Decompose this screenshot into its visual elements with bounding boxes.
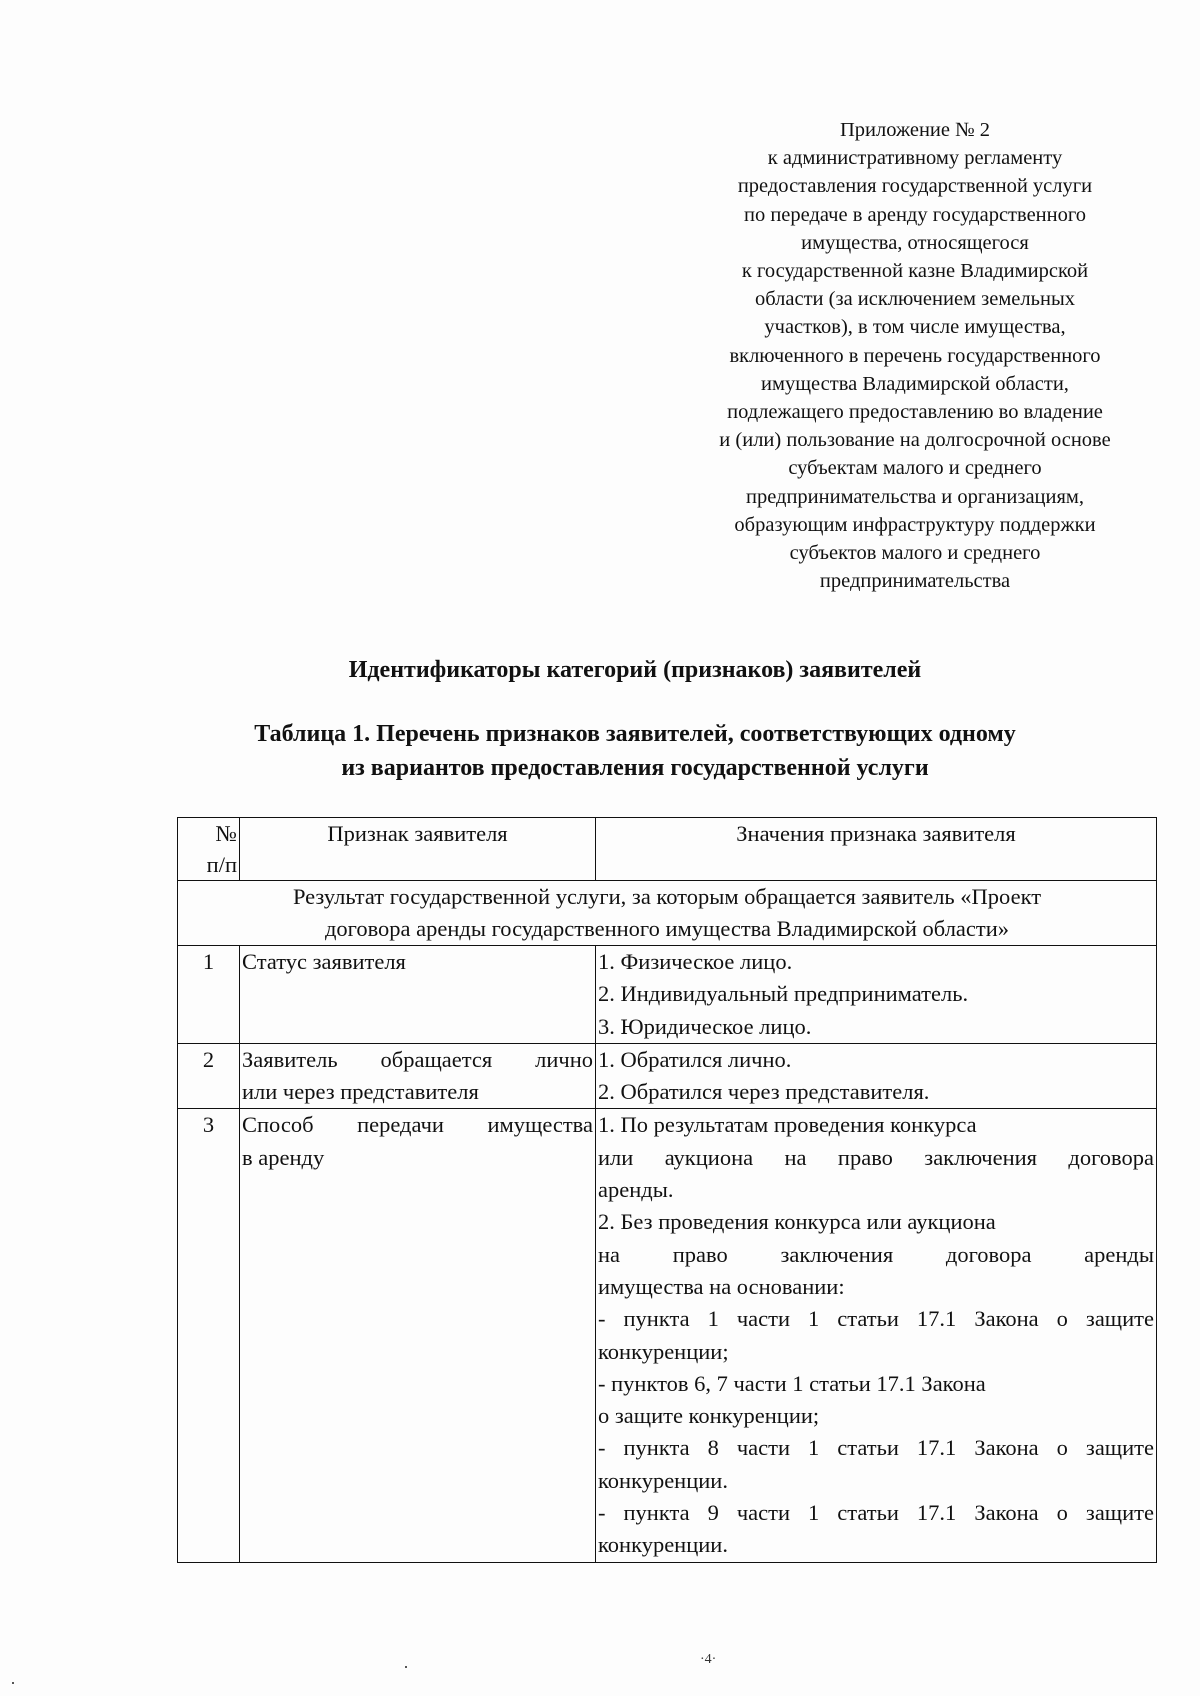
- appendix-line: предоставления государственной услуги: [737, 175, 1093, 198]
- row-values: [596, 1109, 1157, 1562]
- appendix-line: Приложение № 2: [839, 119, 991, 141]
- value-line: 1. Обратился лично.: [598, 1046, 792, 1072]
- value-line: или аукциона на право заключения договора: [598, 1144, 1154, 1170]
- row-values: [596, 1043, 1157, 1109]
- table-row: [178, 946, 1157, 1044]
- appendix-line: и (или) пользование на долгосрочной основе: [719, 429, 1111, 452]
- value-line: о защите конкуренции;: [598, 1403, 820, 1429]
- value-line: 2. Без проведения конкурса или аукциона: [598, 1209, 996, 1235]
- table-row: [178, 1109, 1157, 1562]
- value-line: - пункта 9 части 1 статьи 17.1 Закона о защите: [598, 1500, 1154, 1526]
- attribute-line: в аренду: [242, 1144, 325, 1170]
- appendix-line: к государственной казне Владимирской: [741, 260, 1089, 283]
- value-line: конкуренции.: [598, 1532, 728, 1558]
- appendix-line: включенного в перечень государственного: [729, 344, 1101, 367]
- header-number: [178, 818, 240, 881]
- value-line: аренды.: [598, 1177, 674, 1203]
- table-title-line-1: Таблица 1. Перечень признаков заявителей, соответствующих одному: [254, 721, 1016, 747]
- section-row: [178, 881, 1157, 946]
- appendix-header: [660, 116, 1170, 595]
- row-attribute: [240, 1109, 596, 1562]
- value-line: конкуренции.: [598, 1467, 728, 1493]
- header-number-abbr: п/п: [206, 852, 237, 877]
- scan-speck: [12, 1682, 14, 1684]
- value-line: 3. Юридическое лицо.: [598, 1013, 812, 1039]
- value-line: на право заключения договора аренды: [598, 1241, 1154, 1267]
- appendix-line: субъектам малого и среднего: [788, 457, 1042, 480]
- attribute-line: Статус заявителя: [242, 949, 406, 974]
- row-number: 3: [178, 1109, 240, 1562]
- header-number-symbol: №: [215, 821, 237, 846]
- table-title: [0, 717, 1200, 785]
- appendix-line: по передаче в аренду государственного: [743, 203, 1087, 226]
- appendix-line: участков), в том числе имущества,: [764, 316, 1066, 339]
- attribute-line: Заявитель обращается лично: [242, 1046, 593, 1072]
- appendix-line: предпринимательства: [819, 570, 1011, 593]
- appendix-line: к административному регламенту: [767, 147, 1063, 170]
- value-line: 1. Физическое лицо.: [598, 949, 793, 974]
- row-number: 2: [178, 1043, 240, 1109]
- value-line: имущества на основании:: [598, 1273, 845, 1299]
- appendix-line: области (за исключением земельных: [755, 288, 1075, 311]
- row-number: 1: [178, 946, 240, 1044]
- appendix-line: имущества Владимирской области,: [761, 372, 1069, 395]
- row-values: [596, 946, 1157, 1044]
- row-attribute: [240, 1043, 596, 1109]
- section-cell: [178, 881, 1157, 946]
- header-attribute: Признак заявителя: [240, 818, 596, 881]
- table-title-line-2: из вариантов предоставления государственной услуги: [341, 755, 929, 781]
- value-line: - пункта 1 части 1 статьи 17.1 Закона о защите: [598, 1306, 1154, 1332]
- attribute-line: Способ передачи имущества: [242, 1112, 593, 1138]
- appendix-line: образующим инфраструктуру поддержки: [734, 513, 1096, 536]
- document-title: Идентификаторы категорий (признаков) заявителей: [348, 657, 922, 683]
- page-number-mark: ·4·: [700, 1652, 717, 1667]
- value-line: конкуренции;: [598, 1338, 729, 1364]
- header-values: Значения признака заявителя: [596, 818, 1157, 881]
- section-line-1: Результат государственной услуги, за которым обращается заявитель «Проект: [292, 884, 1042, 909]
- applicant-attributes-table: [177, 817, 1157, 1563]
- appendix-line: предпринимательства и организациям,: [745, 485, 1085, 508]
- value-line: - пунктов 6, 7 части 1 статьи 17.1 Закона: [598, 1370, 986, 1396]
- table-row: [178, 1043, 1157, 1109]
- scan-speck: [405, 1666, 407, 1668]
- value-line: 2. Обратился через представителя.: [598, 1079, 930, 1105]
- appendix-line: субъектов малого и среднего: [789, 542, 1041, 565]
- attribute-line: или через представителя: [242, 1079, 479, 1105]
- value-line: - пункта 8 части 1 статьи 17.1 Закона о защите: [598, 1435, 1154, 1461]
- appendix-line: подлежащего предоставлению во владение: [727, 401, 1103, 424]
- appendix-line: имущества, относящегося: [801, 231, 1029, 254]
- value-line: 1. По результатам проведения конкурса: [598, 1112, 977, 1138]
- row-attribute: [240, 946, 596, 1044]
- table-header-row: [178, 818, 1157, 881]
- value-line: 2. Индивидуальный предприниматель.: [598, 981, 969, 1007]
- section-line-2: договора аренды государственного имущества Владимирской области»: [324, 916, 1010, 941]
